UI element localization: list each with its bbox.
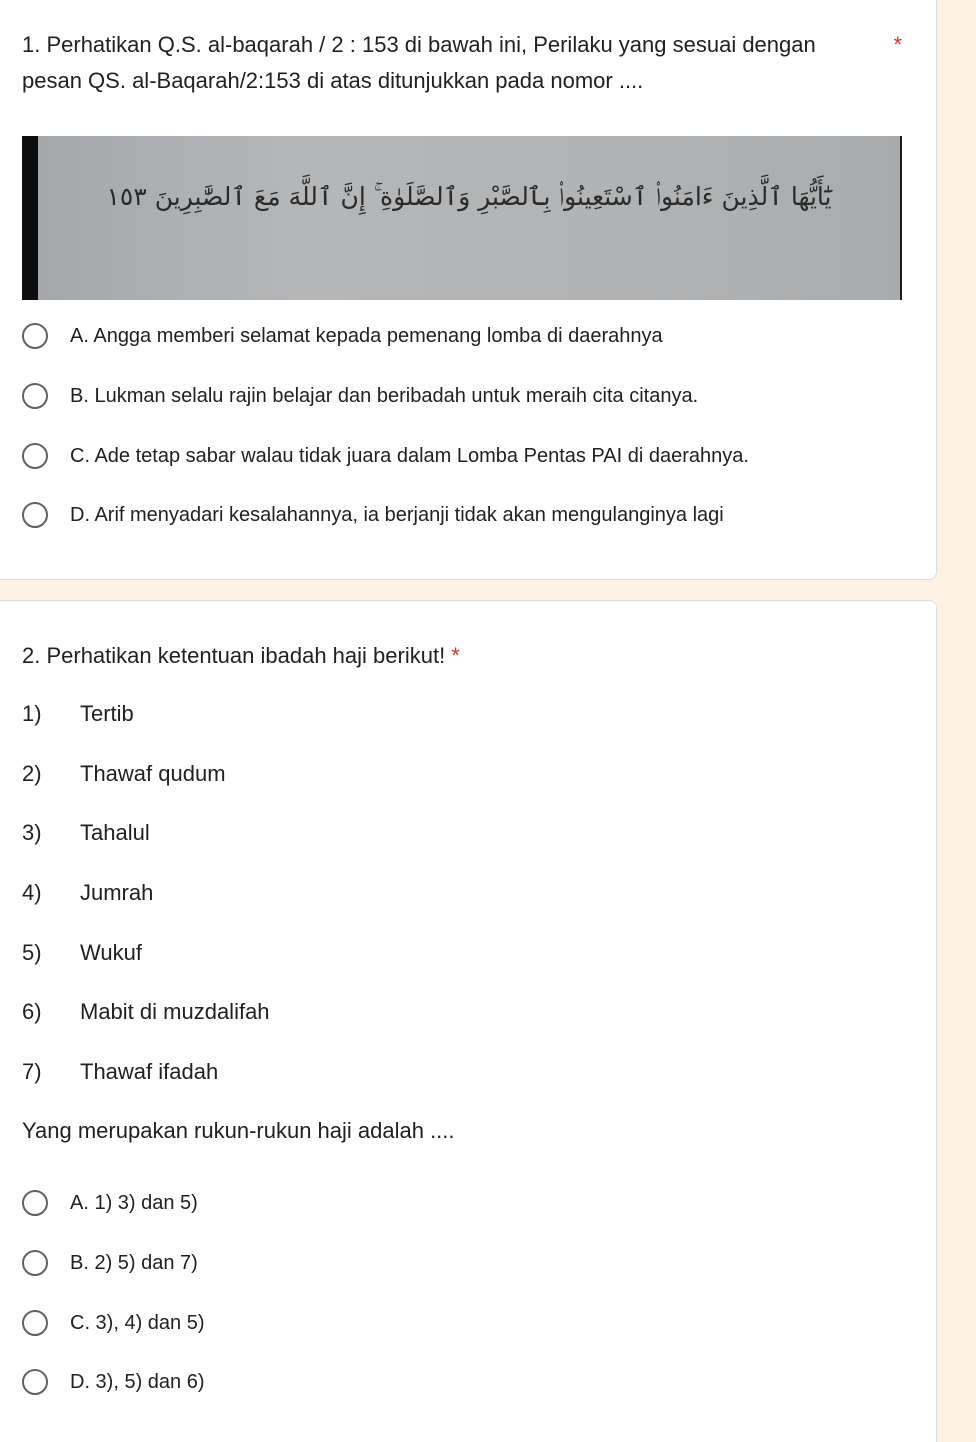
list-item-text: Thawaf qudum xyxy=(80,761,226,786)
question-card-2 xyxy=(0,600,937,1442)
list-item-number: 3) xyxy=(22,820,42,845)
list-item-text: Tahalul xyxy=(80,820,150,845)
list-item xyxy=(22,938,142,968)
list-item-text: Thawaf ifadah xyxy=(80,1059,219,1084)
option-label: B. 2) 5) dan 7) xyxy=(70,1251,198,1274)
list-item xyxy=(22,997,270,1027)
list-item-number: 2) xyxy=(22,761,42,786)
option-b[interactable] xyxy=(22,1246,198,1280)
list-item xyxy=(22,699,134,729)
list-item-text: Mabit di muzdalifah xyxy=(80,999,270,1024)
list-item-number: 1) xyxy=(22,701,42,726)
list-item-number: 5) xyxy=(22,940,42,965)
option-a[interactable] xyxy=(22,1186,198,1220)
option-label: A. Angga memberi selamat kepada pemenang lomba di daerahnya xyxy=(70,324,663,347)
radio-button[interactable] xyxy=(22,1369,48,1395)
question-title xyxy=(22,27,877,99)
required-asterisk: * xyxy=(451,643,460,668)
radio-button[interactable] xyxy=(22,502,48,528)
radio-button[interactable] xyxy=(22,1310,48,1336)
quran-verse-image xyxy=(22,136,902,300)
option-d[interactable] xyxy=(22,498,724,532)
list-item-number: 6) xyxy=(22,999,42,1024)
list-item-number: 4) xyxy=(22,880,42,905)
radio-button[interactable] xyxy=(22,383,48,409)
list-item xyxy=(22,878,153,908)
question-title-text: 2. Perhatikan ketentuan ibadah haji berikut! xyxy=(22,643,446,668)
list-item-text: Wukuf xyxy=(80,940,142,965)
verse-arabic-text: يَٰٓأَيُّهَا ٱلَّذِينَ ءَامَنُوا۟ ٱسْتَعِينُوا۟ بِٱلصَّبْرِ وَٱلصَّلَوٰةِ ۚ إِنَّ ٱللَّهَ مَعَ ٱلصَّٰبِرِينَ ١٥٣ xyxy=(106,182,832,211)
list-item-text: Tertib xyxy=(80,701,134,726)
required-asterisk: * xyxy=(893,32,902,57)
list-item xyxy=(22,759,226,789)
radio-button[interactable] xyxy=(22,443,48,469)
list-item xyxy=(22,818,150,848)
option-label: D. 3), 5) dan 6) xyxy=(70,1370,205,1393)
option-label: C. Ade tetap sabar walau tidak juara dalam Lomba Pentas PAI di daerahnya. xyxy=(70,444,749,467)
question-prompt: Yang merupakan rukun-rukun haji adalah .... xyxy=(22,1118,455,1143)
option-a[interactable] xyxy=(22,319,663,353)
list-item-number: 7) xyxy=(22,1059,42,1084)
option-label: C. 3), 4) dan 5) xyxy=(70,1311,205,1334)
option-label: A. 1) 3) dan 5) xyxy=(70,1191,198,1214)
option-c[interactable] xyxy=(22,439,749,473)
radio-button[interactable] xyxy=(22,1250,48,1276)
list-item-text: Jumrah xyxy=(80,880,154,905)
option-label: D. Arif menyadari kesalahannya, ia berjanji tidak akan mengulanginya lagi xyxy=(70,503,724,526)
question-card-1 xyxy=(0,0,937,580)
option-d[interactable] xyxy=(22,1365,205,1399)
option-label: B. Lukman selalu rajin belajar dan beribadah untuk meraih cita citanya. xyxy=(70,384,699,407)
list-item xyxy=(22,1057,218,1087)
option-b[interactable] xyxy=(22,379,698,413)
question-title-line-1: 1. Perhatikan Q.S. al-baqarah / 2 : 153 di bawah ini, Perilaku yang sesuai dengan xyxy=(22,32,816,57)
question-title xyxy=(22,638,460,674)
radio-button[interactable] xyxy=(22,1190,48,1216)
option-c[interactable] xyxy=(22,1306,205,1340)
radio-button[interactable] xyxy=(22,323,48,349)
question-title-line-2: pesan QS. al-Baqarah/2:153 di atas ditunjukkan pada nomor .... xyxy=(22,68,644,93)
